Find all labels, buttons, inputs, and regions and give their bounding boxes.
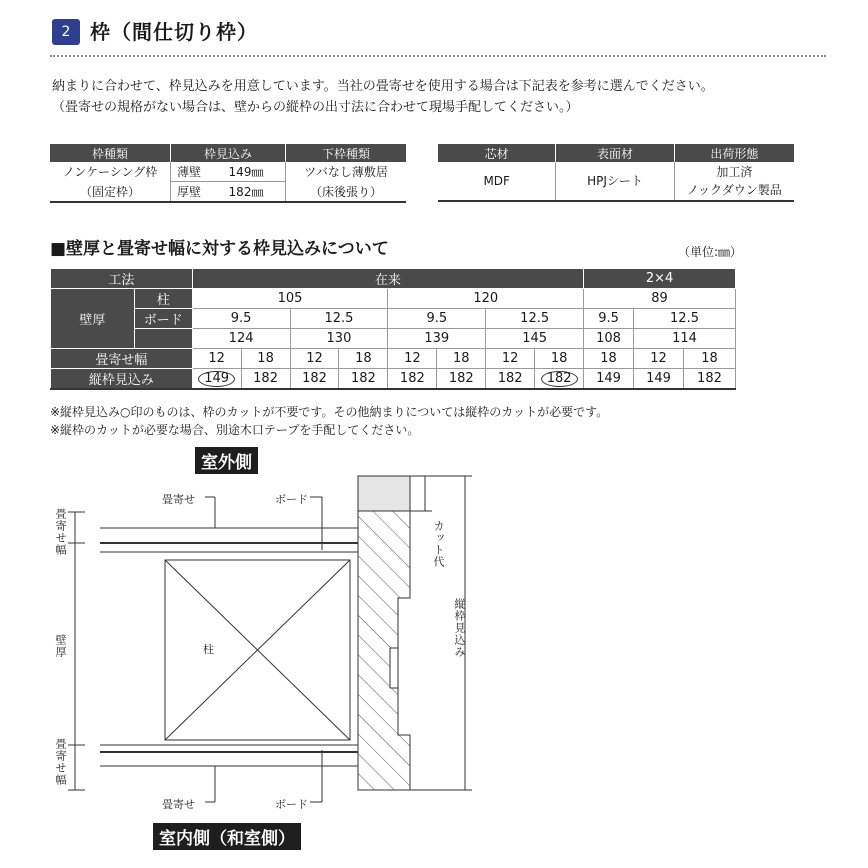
circle-mark: 182 bbox=[541, 371, 578, 387]
lower-frame-line1: ツバなし薄敷居 bbox=[304, 165, 388, 180]
shipping-line1: 加工済 bbox=[716, 165, 753, 179]
col-header-frame-type: 枠種類 bbox=[50, 144, 171, 162]
circle-mark: 149 bbox=[198, 371, 235, 387]
section-title: 枠（間仕切り枠） bbox=[90, 20, 258, 44]
pillar-cell: 120 bbox=[388, 289, 584, 309]
board-cell: 12.5 bbox=[290, 309, 388, 329]
frame-type-line2: （固定枠） bbox=[50, 182, 171, 203]
board-cell: 9.5 bbox=[584, 309, 634, 329]
frame-type-line1: ノンケーシング枠 bbox=[62, 165, 158, 180]
tatami-cell: 18 bbox=[437, 349, 486, 369]
tatami-cell: 18 bbox=[584, 349, 634, 369]
core-material: MDF bbox=[438, 162, 556, 201]
tatami-cell: 12 bbox=[634, 349, 684, 369]
tatami-top-label: 畳寄せ bbox=[162, 493, 195, 506]
method-2x4: 2×4 bbox=[584, 269, 736, 289]
pillar-label: 柱 bbox=[134, 289, 192, 309]
col-header-lower-frame: 下枠種類 bbox=[286, 144, 407, 162]
cut-block bbox=[358, 476, 410, 511]
board-cell: 9.5 bbox=[388, 309, 486, 329]
depth-cell: 182 bbox=[241, 369, 290, 390]
note-2: ※縦枠のカットが必要な場合、別途木口テープを手配してください。 bbox=[50, 423, 420, 437]
intro-line-2: （畳寄せの規格がない場合は、壁からの縦枠の出寸法に合わせて現場手配してください。） bbox=[52, 100, 579, 115]
thin-wall-label: 薄壁 bbox=[171, 162, 208, 182]
lower-frame-line2: （床後張り） bbox=[286, 182, 407, 203]
depth-cell: 182 bbox=[437, 369, 486, 390]
section-number-badge: 2 bbox=[52, 19, 80, 45]
depth-cell: 182 bbox=[683, 369, 735, 390]
board-bottom-label: ボード bbox=[275, 798, 308, 811]
pillar-label-diagram: 柱 bbox=[203, 643, 214, 656]
unit-label: （単位:㎜） bbox=[678, 245, 743, 259]
thickness-cell: 130 bbox=[290, 329, 388, 349]
depth-cell: 182 bbox=[486, 369, 535, 390]
note-1: ※縦枠見込み○印のものは、枠のカットが不要です。その他納まりについては縦枠のカットが必要です。 bbox=[50, 405, 609, 419]
board-top-label: ボード bbox=[275, 493, 308, 506]
tatami-cell: 18 bbox=[241, 349, 290, 369]
cut-allowance-label: カット代 bbox=[432, 520, 445, 568]
tatami-cell: 18 bbox=[683, 349, 735, 369]
col-header-frame-depth: 枠見込み bbox=[171, 144, 286, 162]
pillar-cell: 105 bbox=[192, 289, 388, 309]
thick-wall-value: 182㎜ bbox=[207, 182, 286, 203]
col-header-surface: 表面材 bbox=[556, 144, 674, 162]
thin-wall-value: 149㎜ bbox=[207, 162, 286, 182]
tatami-bottom-label: 畳寄せ bbox=[162, 798, 195, 811]
surface-material: HPJシート bbox=[556, 162, 674, 201]
depth-cell: 182 bbox=[339, 369, 388, 390]
hardware-mark bbox=[390, 648, 398, 688]
outside-label: 室外側 bbox=[195, 447, 258, 474]
intro-line-1: 納まりに合わせて、枠見込みを用意しています。当社の畳寄せを使用する場合は下記表を参考に選んでください。 bbox=[52, 79, 714, 94]
thickness-cell: 145 bbox=[486, 329, 584, 349]
pillar-cell: 89 bbox=[584, 289, 736, 309]
tatami-width-bottom-label: 畳寄せ幅 bbox=[54, 738, 67, 786]
board-cell: 12.5 bbox=[486, 309, 584, 329]
board-label: ボード bbox=[134, 309, 192, 329]
vertical-depth-diagram-label: 縦枠見込み bbox=[453, 598, 466, 658]
thickness-cell: 108 bbox=[584, 329, 634, 349]
wall-thickness-label: 壁厚 bbox=[51, 289, 135, 349]
frame-section bbox=[358, 511, 410, 790]
tatami-cell: 12 bbox=[192, 349, 241, 369]
tatami-width-top-label: 畳寄せ幅 bbox=[54, 508, 67, 556]
thickness-cell: 139 bbox=[388, 329, 486, 349]
shipping-line2: ノックダウン製品 bbox=[686, 183, 782, 197]
wall-thickness-diagram-label: 壁厚 bbox=[54, 634, 67, 658]
thickness-cell: 114 bbox=[634, 329, 736, 349]
tatami-width-label: 畳寄せ幅 bbox=[51, 349, 193, 369]
col-header-core: 芯材 bbox=[438, 144, 556, 162]
depth-cell: 182 bbox=[290, 369, 339, 390]
tatami-cell: 18 bbox=[535, 349, 584, 369]
board-cell: 12.5 bbox=[634, 309, 736, 329]
thickness-cell: 124 bbox=[192, 329, 290, 349]
board-cell: 9.5 bbox=[192, 309, 290, 329]
tatami-cell: 12 bbox=[388, 349, 437, 369]
wall-table-heading: ■壁厚と畳寄せ幅に対する枠見込みについて bbox=[50, 239, 389, 259]
vertical-depth-label: 縦枠見込み bbox=[51, 369, 193, 390]
method-label: 工法 bbox=[51, 269, 193, 289]
tatami-cell: 12 bbox=[290, 349, 339, 369]
depth-cell: 149 bbox=[584, 369, 634, 390]
depth-cell: 182 bbox=[388, 369, 437, 390]
thick-wall-label: 厚壁 bbox=[171, 182, 208, 203]
tatami-cell: 18 bbox=[339, 349, 388, 369]
col-header-shipping: 出荷形態 bbox=[674, 144, 794, 162]
method-traditional: 在来 bbox=[192, 269, 583, 289]
tatami-cell: 12 bbox=[486, 349, 535, 369]
inside-label: 室内側（和室側） bbox=[153, 823, 301, 850]
depth-cell: 149 bbox=[634, 369, 684, 390]
